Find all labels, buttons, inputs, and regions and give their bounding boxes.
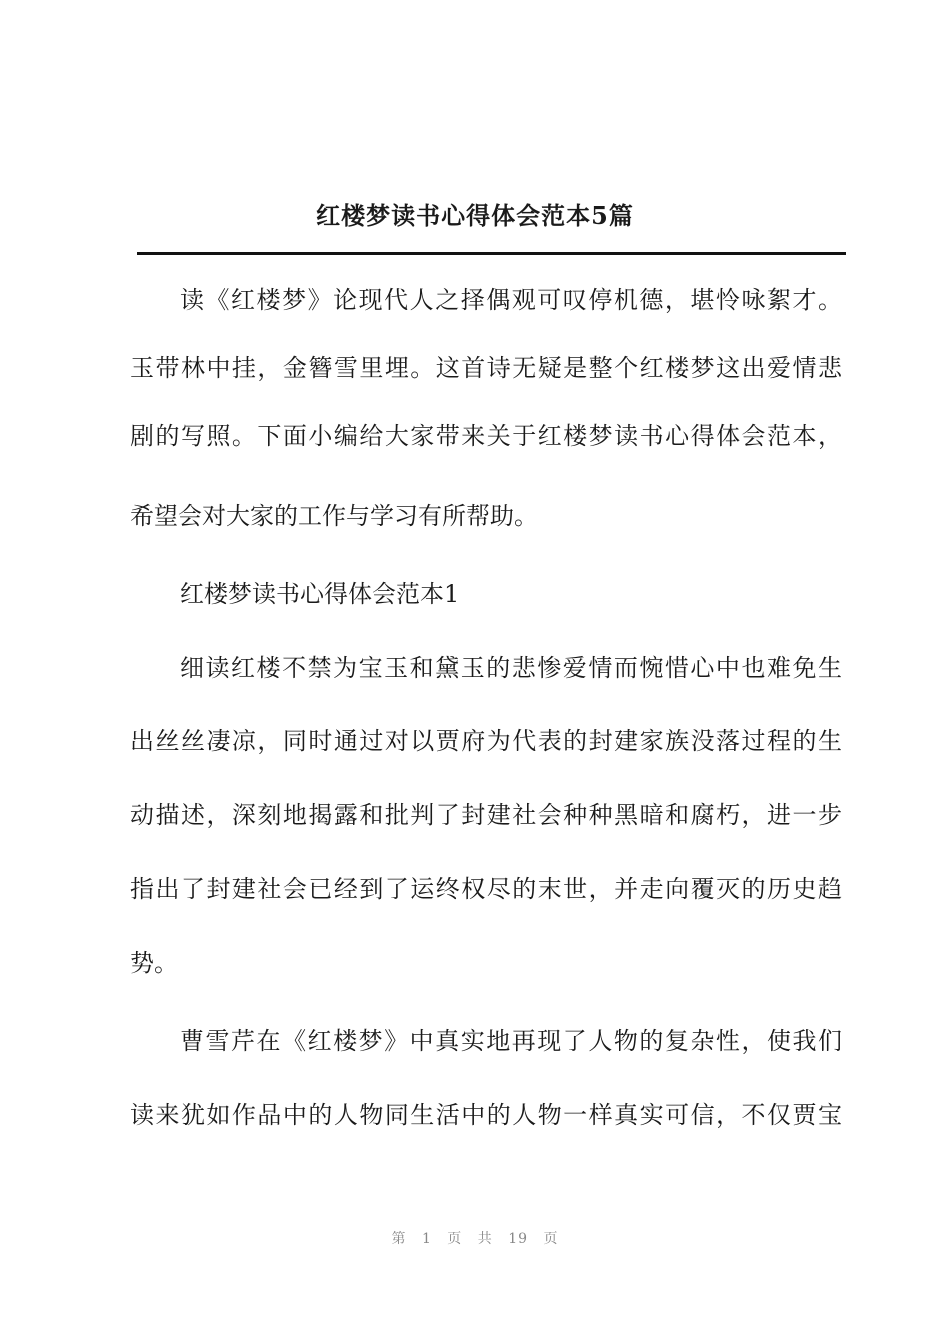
paragraph-line: 玉带林中挂，金簪雪里埋。这首诗无疑是整个红楼梦这出爱情悲 (130, 354, 842, 382)
paragraph-line: 读《红楼梦》论现代人之择偶观可叹停机德，堪怜咏絮才。 (180, 286, 842, 314)
paragraph-line: 希望会对大家的工作与学习有所帮助。 (130, 502, 538, 530)
paragraph-line: 细读红楼不禁为宝玉和黛玉的悲惨爱情而惋惜心中也难免生 (180, 654, 842, 682)
paragraph-line: 剧的写照。下面小编给大家带来关于红楼梦读书心得体会范本， (130, 422, 842, 450)
paragraph-line: 读来犹如作品中的人物同生活中的人物一样真实可信，不仅贾宝 (130, 1101, 842, 1129)
paragraph-line: 曹雪芹在《红楼梦》中真实地再现了人物的复杂性，使我们 (180, 1027, 842, 1055)
section-heading: 红楼梦读书心得体会范本1 (180, 580, 460, 608)
document-title: 红楼梦读书心得体会范本5篇 (316, 201, 634, 230)
paragraph-line: 动描述，深刻地揭露和批判了封建社会种种黑暗和腐朽，进一步 (130, 801, 842, 829)
page-number-footer: 第 1 页 共 19 页 (391, 1231, 559, 1247)
title-divider (137, 252, 846, 255)
paragraph-line: 出丝丝凄凉，同时通过对以贾府为代表的封建家族没落过程的生 (130, 727, 842, 755)
paragraph-line: 势。 (130, 949, 178, 977)
paragraph-line: 指出了封建社会已经到了运终权尽的末世，并走向覆灭的历史趋 (130, 875, 842, 903)
